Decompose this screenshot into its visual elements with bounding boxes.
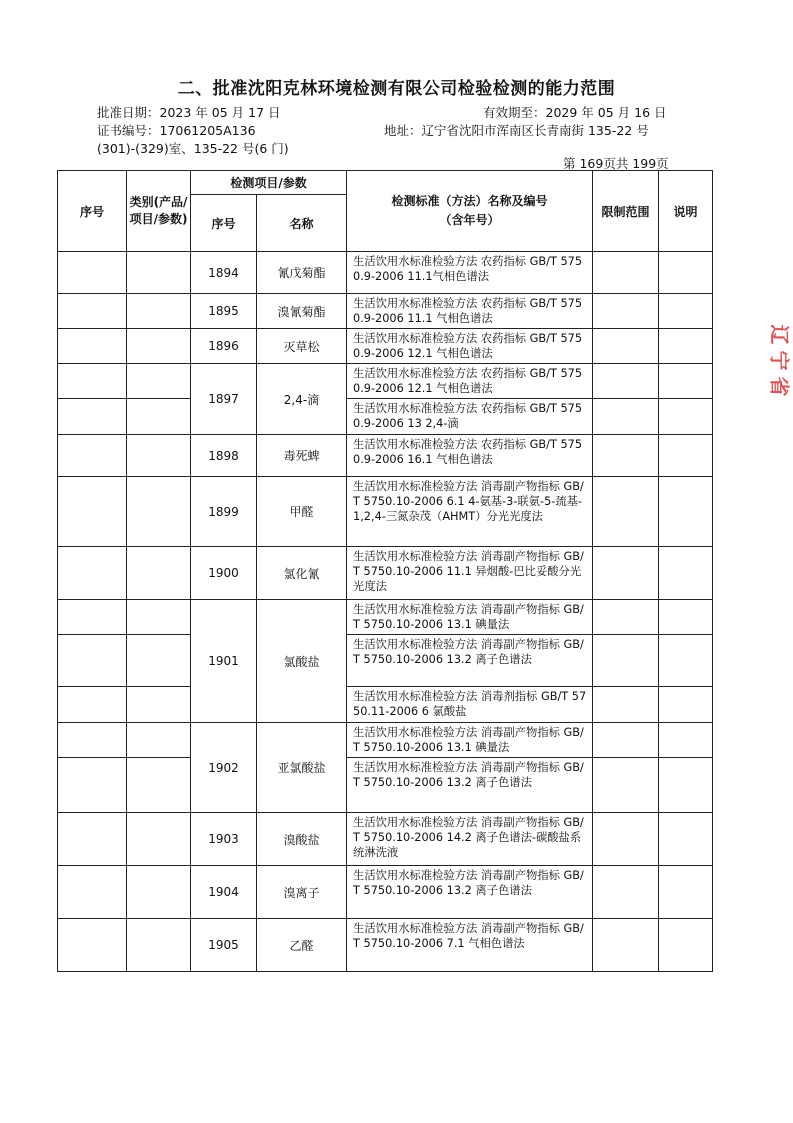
- limit-cell: [593, 919, 659, 972]
- item-name-cell: 溴氰菊酯: [257, 294, 347, 329]
- table-row: [58, 547, 713, 600]
- seq-cell: [58, 435, 127, 477]
- note-cell: [659, 758, 713, 813]
- header-note: 说明: [659, 171, 713, 252]
- standard-cell: 生活饮用水标准检验方法 消毒副产物指标 GB/T 5750.10-2006 11.1 异烟酸-巴比妥酸分光光度法: [347, 547, 593, 600]
- category-cell: [127, 477, 191, 547]
- seq-cell: [58, 919, 127, 972]
- note-cell: [659, 364, 713, 399]
- table-row: [58, 399, 713, 435]
- item-name-cell: 氰戊菊酯: [257, 252, 347, 294]
- item-name-cell: 溴离子: [257, 866, 347, 919]
- category-cell: [127, 723, 191, 758]
- item-seq-cell: 1895: [191, 294, 257, 329]
- seq-cell: [58, 866, 127, 919]
- standard-cell: 生活饮用水标准检验方法 消毒剂指标 GB/T 5750.11-2006 6 氯酸盐: [347, 687, 593, 723]
- approve-date: 批准日期：2023 年 05 月 17 日: [97, 105, 281, 120]
- limit-cell: [593, 758, 659, 813]
- address-continued: (301)-(329)室、135-22 号(6 门): [97, 141, 289, 156]
- header-item-name: 名称: [257, 195, 347, 252]
- note-cell: [659, 294, 713, 329]
- table-row: [58, 919, 713, 972]
- item-name-cell: 2,4-滴: [257, 364, 347, 435]
- table-row: [58, 364, 713, 399]
- standard-cell: 生活饮用水标准检验方法 农药指标 GB/T 5750.9-2006 11.1气相色谱法: [347, 252, 593, 294]
- table-row: [58, 294, 713, 329]
- category-cell: [127, 547, 191, 600]
- category-cell: [127, 435, 191, 477]
- note-cell: [659, 435, 713, 477]
- note-cell: [659, 687, 713, 723]
- header-item-group: 检测项目/参数: [191, 171, 347, 195]
- page-title: 二、批准沈阳克林环境检测有限公司检验检测的能力范围: [177, 79, 616, 99]
- item-seq-cell: 1902: [191, 723, 257, 813]
- limit-cell: [593, 399, 659, 435]
- note-cell: [659, 723, 713, 758]
- header-limit: 限制范围: [593, 171, 659, 252]
- limit-cell: [593, 687, 659, 723]
- item-seq-cell: 1894: [191, 252, 257, 294]
- seq-cell: [58, 399, 127, 435]
- table-row: [58, 687, 713, 723]
- table-row: [58, 758, 713, 813]
- header-seq: 序号: [58, 171, 127, 252]
- seq-cell: [58, 600, 127, 635]
- item-seq-cell: 1898: [191, 435, 257, 477]
- standard-cell: 生活饮用水标准检验方法 消毒副产物指标 GB/T 5750.10-2006 13.1 碘量法: [347, 600, 593, 635]
- valid-until: 有效期至：2029 年 05 月 16 日: [483, 105, 667, 120]
- category-cell: [127, 399, 191, 435]
- standard-cell: 生活饮用水标准检验方法 农药指标 GB/T 5750.9-2006 11.1 气相色谱法: [347, 294, 593, 329]
- standard-cell: 生活饮用水标准检验方法 消毒副产物指标 GB/T 5750.10-2006 13.1 碘量法: [347, 723, 593, 758]
- limit-cell: [593, 866, 659, 919]
- item-seq-cell: 1905: [191, 919, 257, 972]
- item-name-cell: 氯酸盐: [257, 600, 347, 723]
- table-row: [58, 723, 713, 758]
- note-cell: [659, 477, 713, 547]
- category-cell: [127, 687, 191, 723]
- note-cell: [659, 813, 713, 866]
- seq-cell: [58, 364, 127, 399]
- table-row: [58, 600, 713, 635]
- category-cell: [127, 600, 191, 635]
- seq-cell: [58, 294, 127, 329]
- limit-cell: [593, 635, 659, 687]
- category-cell: [127, 813, 191, 866]
- table-row: [58, 329, 713, 364]
- note-cell: [659, 252, 713, 294]
- category-cell: [127, 329, 191, 364]
- limit-cell: [593, 364, 659, 399]
- item-seq-cell: 1901: [191, 600, 257, 723]
- category-cell: [127, 294, 191, 329]
- limit-cell: [593, 435, 659, 477]
- item-seq-cell: 1900: [191, 547, 257, 600]
- category-cell: [127, 758, 191, 813]
- item-seq-cell: 1903: [191, 813, 257, 866]
- seq-cell: [58, 687, 127, 723]
- address: 地址：辽宁省沈阳市浑南区长青南街 135-22 号: [384, 123, 649, 138]
- table-row: [58, 866, 713, 919]
- header-standard: 检测标准（方法）名称及编号（含年号）: [347, 171, 593, 252]
- header-item-seq: 序号: [191, 195, 257, 252]
- note-cell: [659, 919, 713, 972]
- seq-cell: [58, 635, 127, 687]
- item-name-cell: 甲醛: [257, 477, 347, 547]
- category-cell: [127, 635, 191, 687]
- item-name-cell: 溴酸盐: [257, 813, 347, 866]
- table-row: [58, 477, 713, 547]
- item-name-cell: 乙醛: [257, 919, 347, 972]
- standard-cell: 生活饮用水标准检验方法 农药指标 GB/T 5750.9-2006 12.1 气相色谱法: [347, 329, 593, 364]
- note-cell: [659, 635, 713, 687]
- note-cell: [659, 547, 713, 600]
- note-cell: [659, 329, 713, 364]
- standard-cell: 生活饮用水标准检验方法 农药指标 GB/T 5750.9-2006 12.1 气相色谱法: [347, 364, 593, 399]
- limit-cell: [593, 723, 659, 758]
- capability-table: [57, 170, 713, 972]
- table-row: [58, 435, 713, 477]
- item-name-cell: 灭草松: [257, 329, 347, 364]
- table-row: [58, 635, 713, 687]
- category-cell: [127, 866, 191, 919]
- seq-cell: [58, 547, 127, 600]
- standard-cell: 生活饮用水标准检验方法 消毒副产物指标 GB/T 5750.10-2006 6.1 4-氨基-3-联氨-5-巯基-1,2,4-三氮杂茂（AHMT）分光光度法: [347, 477, 593, 547]
- cert-number: 证书编号：17061205A136: [97, 123, 256, 138]
- note-cell: [659, 866, 713, 919]
- item-seq-cell: 1899: [191, 477, 257, 547]
- seq-cell: [58, 813, 127, 866]
- limit-cell: [593, 547, 659, 600]
- seq-cell: [58, 758, 127, 813]
- seq-cell: [58, 723, 127, 758]
- item-name-cell: 氯化氰: [257, 547, 347, 600]
- seq-cell: [58, 477, 127, 547]
- standard-cell: 生活饮用水标准检验方法 消毒副产物指标 GB/T 5750.10-2006 13.2 离子色谱法: [347, 866, 593, 919]
- table-row: [58, 252, 713, 294]
- standard-cell: 生活饮用水标准检验方法 农药指标 GB/T 5750.9-2006 16.1 气相色谱法: [347, 435, 593, 477]
- limit-cell: [593, 294, 659, 329]
- header-category: 类别(产品/项目/参数): [127, 171, 191, 252]
- official-seal: 辽 宁 省: [767, 324, 792, 397]
- page-number: 第 169页共 199页: [563, 156, 669, 171]
- seq-cell: [58, 329, 127, 364]
- item-seq-cell: 1904: [191, 866, 257, 919]
- item-name-cell: 毒死蜱: [257, 435, 347, 477]
- note-cell: [659, 399, 713, 435]
- category-cell: [127, 919, 191, 972]
- standard-cell: 生活饮用水标准检验方法 消毒副产物指标 GB/T 5750.10-2006 13.2 离子色谱法: [347, 758, 593, 813]
- category-cell: [127, 252, 191, 294]
- standard-cell: 生活饮用水标准检验方法 消毒副产物指标 GB/T 5750.10-2006 7.1 气相色谱法: [347, 919, 593, 972]
- category-cell: [127, 364, 191, 399]
- standard-cell: 生活饮用水标准检验方法 消毒副产物指标 GB/T 5750.10-2006 14.2 离子色谱法-碳酸盐系统淋洗液: [347, 813, 593, 866]
- table-body: [58, 252, 713, 972]
- note-cell: [659, 600, 713, 635]
- seq-cell: [58, 252, 127, 294]
- standard-cell: 生活饮用水标准检验方法 消毒副产物指标 GB/T 5750.10-2006 13.2 离子色谱法: [347, 635, 593, 687]
- limit-cell: [593, 329, 659, 364]
- item-name-cell: 亚氯酸盐: [257, 723, 347, 813]
- item-seq-cell: 1896: [191, 329, 257, 364]
- limit-cell: [593, 252, 659, 294]
- limit-cell: [593, 477, 659, 547]
- table-row: [58, 813, 713, 866]
- limit-cell: [593, 813, 659, 866]
- standard-cell: 生活饮用水标准检验方法 农药指标 GB/T 5750.9-2006 13 2,4-滴: [347, 399, 593, 435]
- item-seq-cell: 1897: [191, 364, 257, 435]
- limit-cell: [593, 600, 659, 635]
